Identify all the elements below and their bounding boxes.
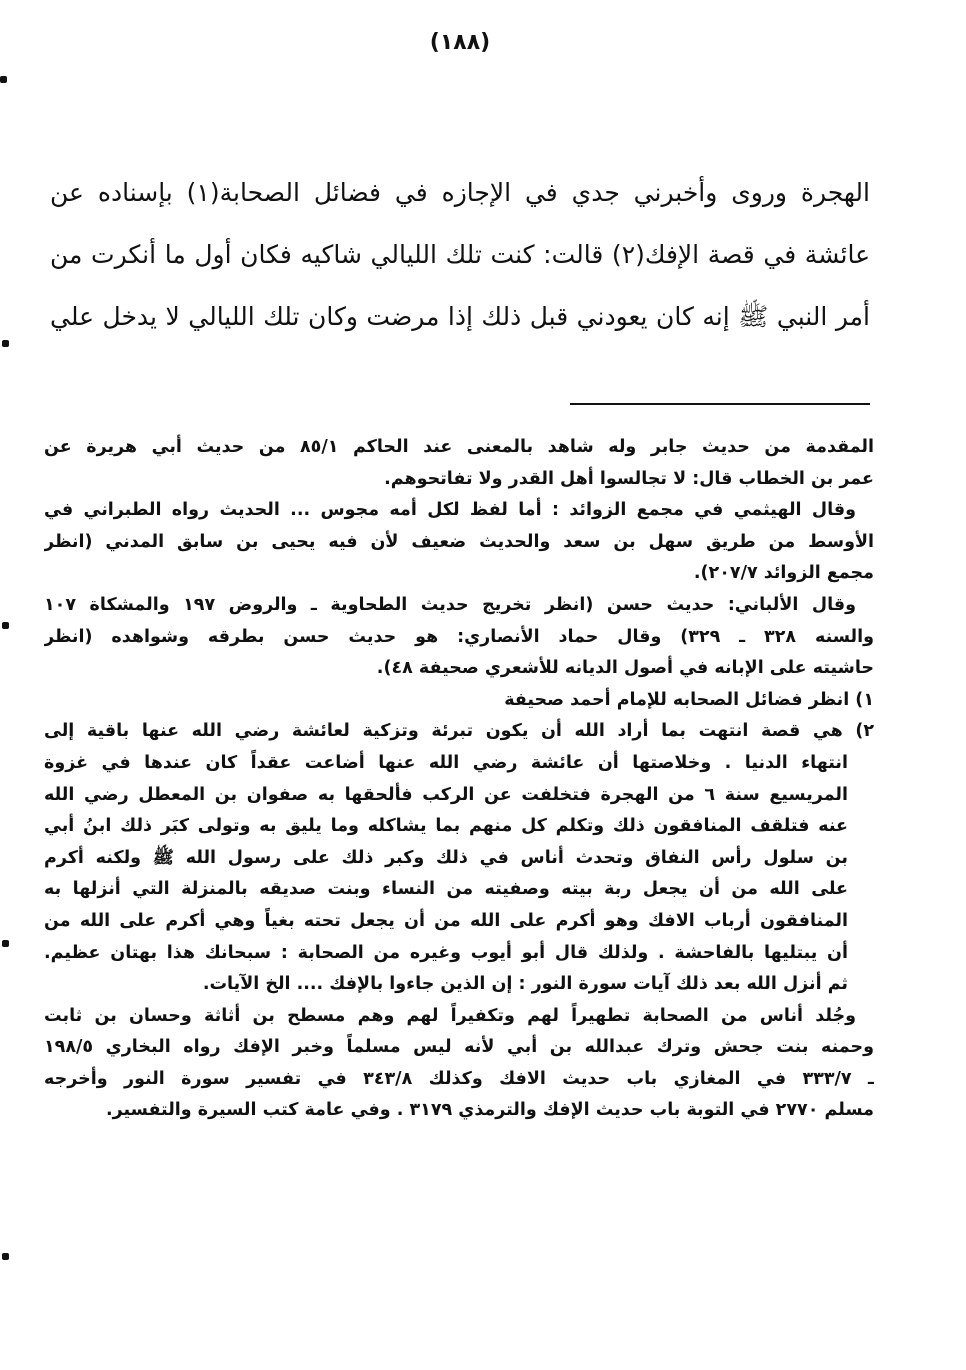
footnote-line: المقدمة من حديث جابر وله شاهد بالمعنى عند الحاكم ٨٥/١ من حديث أبي هريرة عن — [44, 437, 874, 457]
margin-mark — [2, 1253, 9, 1260]
footnote-line: ـ ٣٣٣/٧ في المغازي باب حديث الافك وكذلك ٣٤٣/٨ في تفسير سورة النور وأخرجه — [44, 1068, 874, 1089]
footnotes-block — [44, 432, 874, 1127]
footnote-line: الأوسط من طريق سهل بن سعد والحديث ضعيف لأن فيه يحيى بن سابق المدني (انظر — [44, 531, 874, 552]
footnote-line: عنه فتلقف المنافقون ذلك وتكلم كل منهم بما يشاكله وما يليق به وتولى كبَر ذلك ابنُ أبي — [44, 816, 848, 837]
footnote-line: على الله من أن يجعل ربة بيته وصفيته من النساء وبنت صديقه بالمنزلة التي أنزلها به — [44, 879, 848, 900]
main-text-line: الهجرة وروى وأخبرني جدي في الإجازه في فضائل الصحابة(١) بإسناده عن — [50, 178, 870, 207]
footnote-line: ثم أنزل الله بعد ذلك آيات سورة النور : إن الذين جاءوا بالإفك .... الخ الآيات. — [202, 974, 848, 995]
page-number: (١٨٨) — [429, 30, 491, 55]
footnote-line: المنافقون أرباب الافك وهو أكرم على الله من أن يجعل تحته بغياً وهي أكرم على الله من — [44, 910, 848, 931]
footnote-line: والسنه ٣٢٨ ـ ٣٢٩) وقال حماد الأنصاري: هو حديث حسن بطرقه وشواهده (انظر — [44, 626, 874, 647]
footnote-line: حاشيته على الإبانه في أصول الديانه للأشعري صحيفة ٤٨). — [376, 658, 874, 679]
footnote-item-1: ١) انظر فضائل الصحابه للإمام أحمد صحيفة — [504, 689, 874, 710]
footnote-line: انتهاء الدنيا . وخلاصتها أن عائشة رضي الله عنها أضاعت عقداً كان عندها في غزوة — [44, 752, 848, 773]
footnote-line: وجُلد أناس من الصحابة تطهيراً لهم وتكفيراً لهم وهم مسطح بن أثاثة وحسان بن ثابت — [44, 1005, 856, 1026]
margin-mark — [2, 940, 9, 947]
footnote-line: أن يبتليها بالفاحشة . ولذلك قال أبو أيوب وغيره من الصحابة : سبحانك هذا بهتان عظيم. — [44, 942, 848, 963]
footnote-divider — [570, 403, 870, 405]
footnote-line: عمر بن الخطاب قال: لا تجالسوا أهل القدر ولا تفاتحوهم. — [384, 468, 874, 489]
footnote-line: وحمنه بنت جحش وترك عبدالله بن أبي لأنه ليس مسلماً وخبر الإفك رواه البخاري ١٩٨/٥ — [44, 1037, 874, 1058]
margin-mark — [2, 622, 9, 629]
footnote-line: مجمع الزوائد ٢٠٧/٧). — [693, 563, 874, 584]
main-text-line: أمر النبي ﷺ إنه كان يعودني قبل ذلك إذا مرضت وكان تلك الليالي لا يدخل علي — [50, 302, 870, 331]
footnote-line: بن سلول رأس النفاق وتحدث أناس في ذلك وكبر ذلك على رسول الله ﷺ ولكنه أكرم — [44, 847, 848, 868]
footnote-line: مسلم ٢٧٧٠ في التوبة باب حديث الإفك والترمذي ٣١٧٩ . وفي عامة كتب السيرة والتفسير. — [105, 1100, 874, 1121]
footnote-item-2: ٢) هي قصة انتهت بما أراد الله أن يكون تبرئة وتزكية لعائشة رضي الله عنها باقية إلى — [44, 721, 874, 742]
footnote-line: وقال الهيثمي في مجمع الزوائد : أما لفظ لكل أمه مجوس ... الحديث رواه الطبراني في — [44, 500, 856, 521]
main-text-line: عائشة في قصة الإفك(٢) قالت: كنت تلك الليالي شاكيه فكان أول ما أنكرت من — [50, 240, 870, 269]
footnote-line: المريسيع سنة ٦ من الهجرة فتخلفت عن الركب فألحقها به صفوان بن المعطل رضي الله — [44, 784, 848, 805]
main-text-block — [50, 162, 870, 348]
margin-mark — [2, 340, 9, 347]
footnote-line: وقال الألباني: حديث حسن (انظر تخريج حديث الطحاوية ـ والروض ١٩٧ والمشكاة ١٠٧ — [44, 594, 856, 615]
margin-mark — [0, 76, 7, 83]
